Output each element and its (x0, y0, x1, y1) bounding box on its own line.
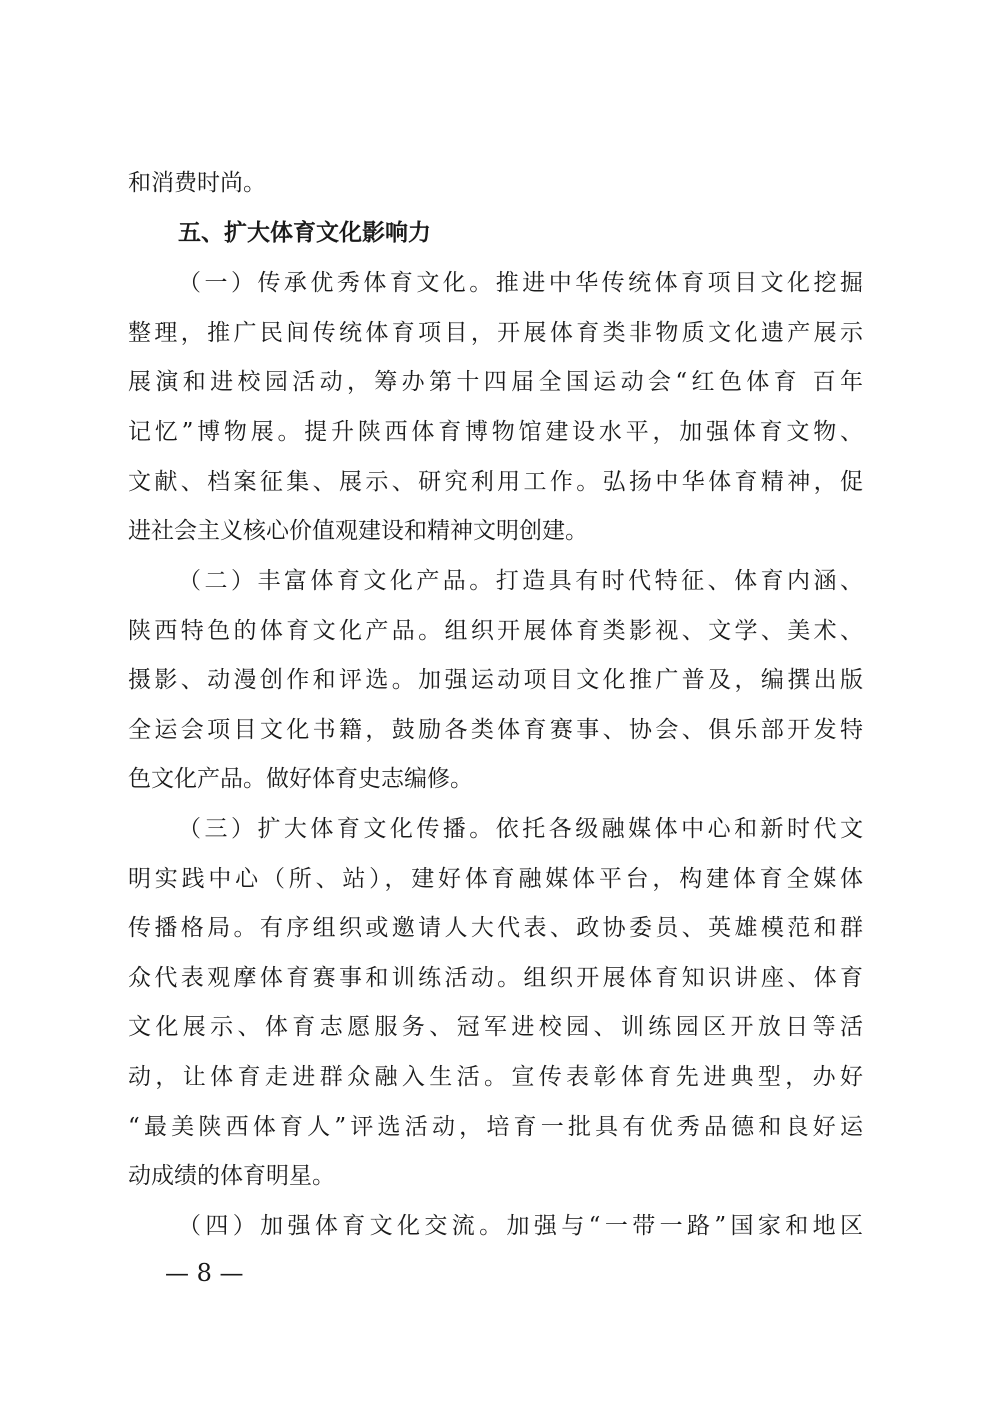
section-heading: 五、扩大体育文化影响力 (178, 220, 431, 246)
paragraph-line: 进社会主义核心价值观建设和精神文明创建。 (128, 518, 588, 544)
paragraph-line: 陕西特色的体育文化产品。组织开展体育类影视、文学、美术、 (128, 618, 863, 644)
paragraph-line: （二）丰富体育文化产品。打造具有时代特征、体育内涵、 (178, 568, 863, 594)
paragraph-line: “最美陕西体育人”评选活动，培育一批具有优秀品德和良好运 (128, 1114, 863, 1140)
paragraph-line: 文化展示、体育志愿服务、冠军进校园、训练园区开放日等活 (128, 1014, 863, 1040)
paragraph-line: 动，让体育走进群众融入生活。宣传表彰体育先进典型，办好 (128, 1064, 863, 1090)
paragraph-line: 全运会项目文化书籍，鼓励各类体育赛事、协会、俱乐部开发特 (128, 717, 863, 743)
paragraph-line: 摄影、动漫创作和评选。加强运动项目文化推广普及，编撰出版 (128, 667, 863, 693)
paragraph-line: 文献、档案征集、展示、研究利用工作。弘扬中华体育精神，促 (128, 469, 863, 495)
paragraph-line: （四）加强体育文化交流。加强与“一带一路”国家和地区 (178, 1213, 863, 1239)
page-number: — 8 — (165, 1259, 244, 1287)
paragraph-line: 和消费时尚。 (128, 170, 266, 196)
paragraph-line: （一）传承优秀体育文化。推进中华传统体育项目文化挖掘 (178, 270, 863, 296)
paragraph-line: 传播格局。有序组织或邀请人大代表、政协委员、英雄模范和群 (128, 915, 863, 941)
paragraph-line: 展演和进校园活动，筹办第十四届全国运动会“红色体育 百年 (128, 369, 863, 395)
paragraph-line: 色文化产品。做好体育史志编修。 (128, 766, 473, 792)
paragraph-line: 众代表观摩体育赛事和训练活动。组织开展体育知识讲座、体育 (128, 965, 863, 991)
paragraph-line: 明实践中心（所、站），建好体育融媒体平台，构建体育全媒体 (128, 866, 863, 892)
paragraph-line: （三）扩大体育文化传播。依托各级融媒体中心和新时代文 (178, 816, 863, 842)
paragraph-line: 整理，推广民间传统体育项目，开展体育类非物质文化遗产展示 (128, 320, 863, 346)
paragraph-line: 记忆”博物展。提升陕西体育博物馆建设水平，加强体育文物、 (128, 419, 863, 445)
paragraph-line: 动成绩的体育明星。 (128, 1163, 335, 1189)
